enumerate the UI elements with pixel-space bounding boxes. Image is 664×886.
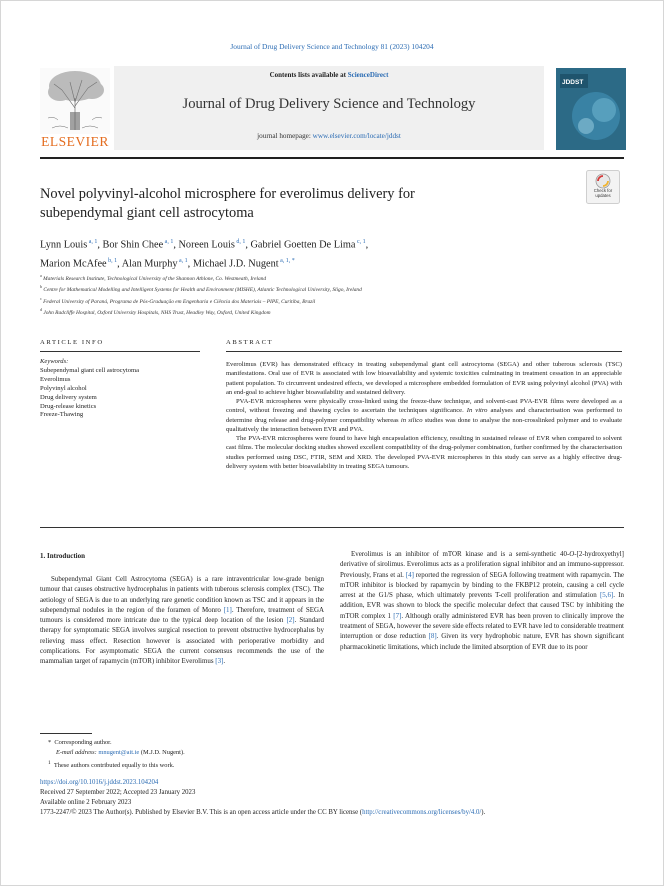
check-line-1: Check for [593,188,613,193]
abstract-in-silico: in silico [400,416,423,424]
title-line-2: subependymal giant cell astrocytoma [40,205,254,221]
author-separator: , [245,239,251,251]
abstract-label: ABSTRACT [226,339,274,346]
keyword-item: Freeze-Thawing [40,411,84,419]
footnote-corresponding [40,738,360,748]
intro-text: Subependymal Giant Cell Astrocytoma (SEGA) is a rare intraventricular low-grade benign tumour that causes obstructive hydrocephalus in patients with tuberous sclerosis complex (TSC). The aetiology of SEGA is due to an underlying rare genetic condition known as TSC and it appears in the subependymal nodules in the region of the foramen of Monro [40,575,324,614]
footnote-rule [40,733,92,734]
abstract-p2-c: analyses and characterisation was performed to determine drug release and drug-polymer compatibility whereas [226,407,622,424]
publication-info [40,778,630,818]
author-separator: , [187,258,193,270]
sciencedirect-link[interactable]: ScienceDirect [347,71,389,79]
affiliation-item [40,272,624,283]
author-name[interactable]: Michael J.D. Nugent [192,258,279,270]
affiliations [40,272,624,318]
homepage-line [114,132,544,140]
online-date: Available online 2 February 2023 [40,799,132,806]
check-for-updates-label[interactable] [586,188,620,198]
abstract-paragraph-3: The PVA-EVR microspheres were found to have high encapsulation efficiency, resulting in sustained release of EVR when compared to solvent cast films. The molecular docking studies showed excellent compatibility of the drug-polymer combination, further confirmed by the characterisation studies performed using DSC, FTIR, SEM and XRD. The developed PVA-EVR microspheres in this study can serve as a highly effective drug-delivery system with better bioavailability in treating SEGA tumours. [226,435,622,470]
section-heading-introduction: 1. Introduction [40,552,85,560]
license-link[interactable]: http://creativecommons.org/licenses/by/4.0/ [362,809,482,816]
corresponding-text: Corresponding author. [54,739,112,746]
author-list [40,234,624,273]
citation-link[interactable]: [2] [286,616,295,625]
citation-link[interactable]: [1] [223,605,232,614]
author-line [40,234,624,253]
intro-text: . In addition, EVR was shown to block the specific molecular defect that caused TSC by inhibiting the mTOR complex 1 [340,591,624,620]
footnote-mark-1: 1 [48,760,51,766]
citation-link[interactable]: [5,6] [599,591,614,600]
email-suffix: (M.J.D. Nugent). [139,749,185,756]
intro-text: . Although orally administered EVR has been proven to clinically improve the treatment of SEGA, however the severe side effects related to EVR have led to considerable treatment interruption or dose reduction [340,611,624,641]
abstract-text [226,360,622,471]
keyword-item: Subependymal giant cell astrocytoma [40,366,140,374]
author-separator: , [173,239,179,251]
check-for-updates-icon[interactable] [586,170,620,204]
contents-prefix: Contents lists available at [269,71,348,79]
author-line [40,253,624,272]
affiliation-mark: c [40,295,42,301]
author-affiliation-mark[interactable]: d, 1 [234,239,246,245]
citation-link[interactable]: [4] [405,570,414,579]
author-separator: , [365,239,369,251]
intro-text: . Given its very hydrophobic nature, EVR has shown significant pharmacokinetic limitations, which include the limited absorption of EVR due to its poor [340,632,624,651]
author-name[interactable]: Lynn Louis [40,239,88,251]
keyword-item: Drug delivery system [40,393,97,401]
intro-text: reported the regression of SEGA following treatment with rapamycin. The mTOR inhibitor is blocked by rapamycin by binding to the FKBP12 protein, causing a cell cycle arrest at the G1/S phase, which ultimately prevents T-cell proliferation and stimulation [340,570,625,600]
keyword-item: Polyvinyl alcohol [40,384,87,392]
keyword-item: Everolimus [40,375,71,383]
affiliation-text: Materials Research Institute, Technological University of the Shannon Athlone, Co. Westmeath, Ireland [41,275,267,282]
abstract-p2-a: PVA-EVR microspheres were physically cross-linked using the freeze-thaw technique, and solvent-cast PVA-EVR films were developed as a control, without freezing and thawing cycles to ascertain the techniques significance. [226,398,622,415]
affiliation-text: Federal University of Paraná, Programa de Pós-Graduação em Engenharia e Ciência dos Materiais – PIPE, Curitiba, Brazil [41,298,316,305]
author-affiliation-mark[interactable]: b, 1 [106,258,118,265]
author-affiliation-mark[interactable]: a, 1 [87,239,98,245]
author-affiliation-mark[interactable]: a, 1 [163,239,174,245]
author-separator: , [97,239,103,251]
article-info-label: ARTICLE INFO [40,339,104,346]
journal-name: Journal of Drug Delivery Science and Technology [182,96,476,112]
affiliation-mark: b [40,284,42,290]
right-body-column [340,549,624,652]
keywords-label: Keywords: [40,358,69,365]
author-name[interactable]: Marion McAfee [40,258,107,270]
license-suffix: ). [481,809,486,816]
author-affiliation-mark[interactable]: a, 1 [177,258,188,265]
title-line-1: Novel polyvinyl-alcohol microsphere for everolimus delivery for [40,186,415,202]
affiliation-item [40,283,624,294]
received-dates: Received 27 September 2022; Accepted 23 January 2023 [40,789,196,796]
author-affiliation-mark[interactable]: c, 1 [355,239,366,245]
header-rule [40,157,624,159]
article-title [40,185,560,223]
intro-paragraph-1 [40,574,324,667]
footnotes [40,738,360,771]
affiliation-text: John Radcliffe Hospital, Oxford University Hospitals, NHS Trust, Headley Way, Oxford, United Kingdom [42,309,271,316]
abstract-paragraph-1: Everolimus (EVR) has demonstrated efficacy in treating subependymal giant cell astrocytoma (SEGA) and other tuberous sclerosis (TSC) manifestations. Oral use of EVR is associated with low bioavailability and systemic toxicities culminating in treatment cessation in an appreciable patient population. To circumvent undesired effects, we developed a microsphere embedded formulation of EVR using polyvinyl alcohol (PVA) with an end-goal to achieve higher bioavailability and sustained delivery. [226,361,622,396]
email-label: E-mail address: [56,749,99,756]
affiliation-item [40,295,624,306]
left-body-column [40,574,324,667]
elsevier-wordmark: ELSEVIER [41,134,109,149]
author-name[interactable]: Bor Shin Chee [102,239,164,251]
license-line [40,808,630,818]
citation-link[interactable]: [8] [428,632,437,641]
intro-text: -[2-hydroxyethyl] derivative of sirolimus. Everolimus acts as a proliferation signal inhibitor and an immuno-suppressor. Previously, Frans et al. [340,550,624,579]
cover-title: JDDST [562,79,584,86]
intro-italic-o: O [569,550,575,558]
abstract-in-vitro: In vitro [466,407,488,415]
asterisk-mark: * [48,739,55,746]
equal-text: These authors contributed equally to this work. [53,762,175,770]
intro-paragraph-2 [340,549,624,652]
footnote-email [40,748,360,758]
author-name[interactable]: Noreen Louis [178,239,235,251]
keyword-item: Drug-release kinetics [40,402,97,410]
check-line-2: updates [595,193,611,198]
footnote-equal [40,758,360,771]
intro-text: . Therefore, treatment of SEGA tumours is considered more intricate due to the typical deep location of the lesion [40,605,325,625]
intro-text: Everolimus is an inhibitor of mTOR kinase and is a semi-synthetic 40- [351,550,570,558]
affiliation-item [40,306,624,317]
author-name[interactable]: Gabriel Goetten De Lima [250,239,356,251]
homepage-link[interactable]: www.elsevier.com/locate/jddst [312,132,401,140]
abstract-paragraph-2 [226,397,622,434]
citation-link[interactable]: [3] [215,657,224,666]
author-name[interactable]: Alan Murphy [121,258,178,270]
abstract-bottom-rule [40,527,624,528]
journal-citation[interactable]: Journal of Drug Delivery Science and Technology 81 (2023) 104204 [230,42,434,51]
article-info-rule [40,351,200,352]
affiliation-mark: d [40,307,42,313]
intro-text: . Standard therapy for symptomatic SEGA involves surgical resection to prevent obstructive hydrocephalus by relieving mass effect. Resection however is associated with perioperative morbidity and complications. For asymptomatic SEGA the current consensus recommends the use of the mammalian target of rapamycin (mTOR) inhibitor Everolimus [40,616,324,666]
license-prefix: 1773-2247/© 2023 The Author(s). Published by Elsevier B.V. This is an open access article under the CC BY license ( [40,809,363,816]
homepage-prefix: journal homepage: [257,132,313,140]
email-link[interactable]: mnugent@ait.ie [98,749,140,756]
intro-text: . [223,657,226,666]
affiliation-text: Centre for Mathematical Modelling and Intelligent Systems for Health and Environment (MISHE), Atlantic Technological University, Sligo, Ireland [42,287,362,294]
contents-line [114,71,544,79]
author-separator: , [117,258,122,270]
journal-cover-image [556,68,626,150]
author-affiliation-mark[interactable]: a, 1, * [278,258,295,265]
keywords-block [40,358,200,420]
citation-link[interactable]: [7] [393,611,402,620]
affiliation-mark: a [40,273,42,278]
doi-link[interactable]: https://doi.org/10.1016/j.jddst.2023.104204 [40,779,159,786]
abstract-rule [226,351,622,352]
abstract-p2-e: studies was done to analyse the non-crosslinked polymer and to evaluate qualitatively the interaction between EVR and PVA. [226,416,622,433]
